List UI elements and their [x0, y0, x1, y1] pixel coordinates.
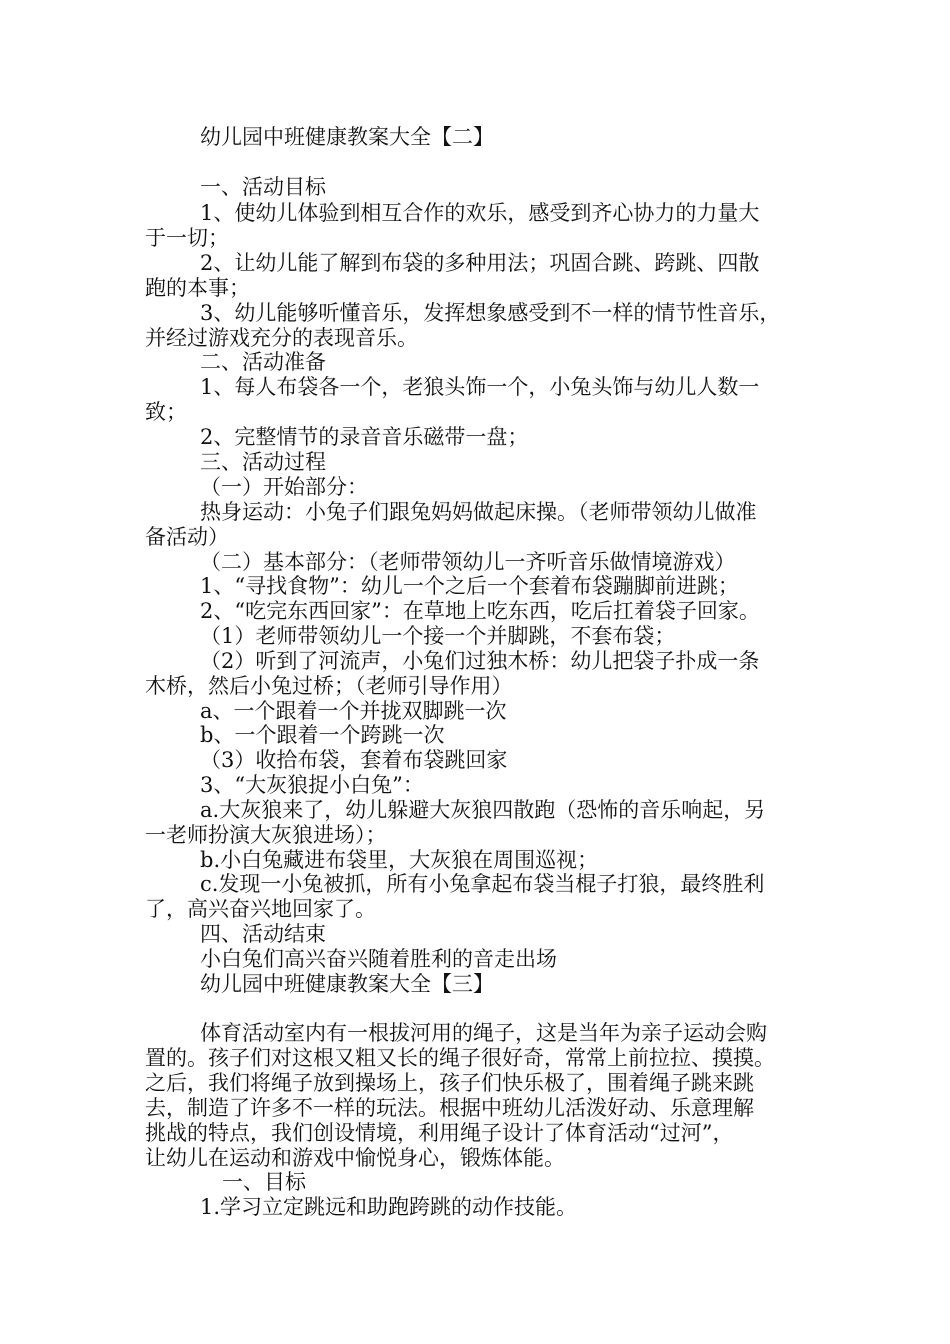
paragraph-line: 3、“大灰狼捉小白兔”： [200, 773, 424, 797]
paragraph-line: 1、每人布袋各一个，老狼头饰一个，小兔头饰与幼儿人数一 [200, 375, 760, 399]
paragraph-line: b.小白兔藏进布袋里，大灰狼在周围巡视； [200, 848, 599, 872]
paragraph-line: 1.学习立定跳远和助跑跨跳的动作技能。 [200, 1195, 578, 1219]
paragraph-line: 置的。孩子们对这根又粗又长的绳子很好奇，常常上前拉拉、摸摸。 [145, 1046, 775, 1070]
paragraph-line: （3）收拾布袋，套着布袋跳回家 [200, 748, 508, 772]
paragraph-line: 致； [145, 400, 187, 424]
paragraph-line: 木桥，然后小兔过桥；（老师引导作用） [145, 674, 513, 698]
paragraph-line: 2、“吃完东西回家”：在草地上吃东西，吃后扛着袋子回家。 [200, 599, 760, 623]
paragraph-line: 体育活动室内有一根拔河用的绳子，这是当年为亲子运动会购 [200, 1021, 767, 1045]
heading-preparation: 二、活动准备 [200, 350, 326, 374]
paragraph-line: （2）听到了河流声，小兔们过独木桥：幼儿把袋子扑成一条 [200, 649, 760, 673]
section-title-3: 幼儿园中班健康教案大全【三】 [200, 972, 494, 996]
section-title-2: 幼儿园中班健康教案大全【二】 [200, 125, 494, 149]
heading-goal: 一、目标 [222, 1170, 306, 1194]
paragraph-line: a、一个跟着一个并拢双脚跳一次 [200, 699, 507, 723]
heading-objectives: 一、活动目标 [200, 175, 326, 199]
paragraph-line: 于一切； [145, 226, 229, 250]
paragraph-line: 1、“寻找食物”：幼儿一个之后一个套着布袋蹦脚前进跳； [200, 574, 739, 598]
paragraph-line: b、一个跟着一个跨跳一次 [200, 723, 445, 747]
paragraph-line: 备活动） [145, 525, 229, 549]
paragraph-line: 让幼儿在运动和游戏中愉悦身心，锻炼体能。 [145, 1146, 565, 1170]
paragraph-line: 并经过游戏充分的表现音乐。 [145, 326, 418, 350]
heading-process: 三、活动过程 [200, 450, 326, 474]
paragraph-line: 小白兔们高兴奋兴随着胜利的音走出场 [200, 947, 557, 971]
paragraph-line: （1）老师带领幼儿一个接一个并脚跳，不套布袋； [200, 624, 676, 648]
paragraph-line: 之后，我们将绳子放到操场上，孩子们快乐极了，围着绳子跳来跳 [145, 1071, 754, 1095]
heading-ending: 四、活动结束 [200, 922, 326, 946]
paragraph-line: a.大灰狼来了，幼儿躲避大灰狼四散跑（恐怖的音乐响起，另 [200, 798, 766, 822]
paragraph-line: 跑的本事； [145, 276, 250, 300]
paragraph-line: 3、幼儿能够听懂音乐，发挥想象感受到不一样的情节性音乐， [200, 301, 781, 325]
paragraph-line: 热身运动：小兔子们跟兔妈妈做起床操。（老师带领幼儿做准 [200, 500, 757, 524]
paragraph-line: 了，高兴奋兴地回家了。 [145, 897, 376, 921]
paragraph-line: c.发现一小兔被抓，所有小兔拿起布袋当棍子打狼，最终胜利 [200, 872, 765, 896]
paragraph-line: 1、使幼儿体验到相互合作的欢乐，感受到齐心协力的力量大 [200, 201, 760, 225]
paragraph-line: 2、完整情节的录音音乐磁带一盘； [200, 425, 529, 449]
paragraph-line: （一）开始部分： [200, 475, 368, 499]
paragraph-line: 挑战的特点，我们创设情境，利用绳子设计了体育活动“过河”， [145, 1121, 734, 1145]
paragraph-line: 2、让幼儿能了解到布袋的多种用法；巩固合跳、跨跳、四散 [200, 251, 760, 275]
paragraph-line: （二）基本部分：（老师带领幼儿一齐听音乐做情境游戏） [200, 550, 736, 574]
paragraph-line: 一老师扮演大灰狼进场）； [145, 823, 387, 847]
paragraph-line: 去，制造了许多不一样的玩法。根据中班幼儿活泼好动、乐意理解 [145, 1096, 754, 1120]
